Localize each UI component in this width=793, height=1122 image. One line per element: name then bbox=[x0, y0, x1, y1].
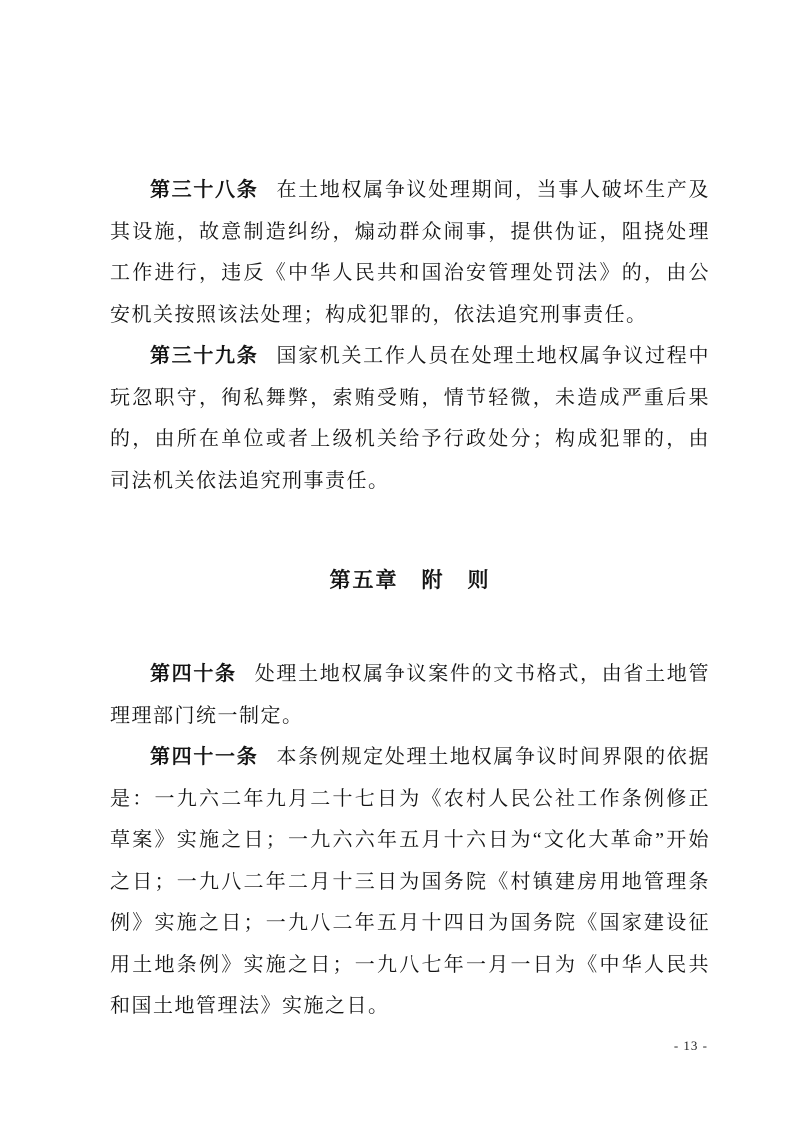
article-number: 第三十九条 bbox=[150, 345, 259, 367]
article-text: 国家机关工作人员在处理土地权属争议过程中玩忽职守，徇私舞弊，索贿受贿，情节轻微，未造成严重后果的，由所在单位或者上级机关给予行政处分；构成犯罪的，由司法机关依法追究刑事责任。 bbox=[110, 345, 710, 492]
page-number: - 13 - bbox=[673, 1038, 708, 1053]
article-paragraph bbox=[110, 336, 710, 502]
article-text: 处理土地权属争议案件的文书格式，由省土地管理理部门统一制定。 bbox=[110, 663, 710, 727]
article-number: 第四十条 bbox=[150, 663, 237, 685]
article-paragraph bbox=[110, 170, 710, 336]
article-number: 第四十一条 bbox=[150, 746, 259, 768]
article-paragraph bbox=[110, 654, 710, 737]
article-text: 本条例规定处理土地权属争议时间界限的依据是：一九六二年九月二十七日为《农村人民公社工作条例修正草案》实施之日；一九六六年五月十六日为“文化大革命”开始之日；一九八二年二月十三日为国务院《村镇建房用地管理条例》实施之日；一九八二年五月十四日为国务院《国家建设征用土地条例》实施之日；一九八七年一月一日为《中华人民共和国土地管理法》实施之日。 bbox=[110, 746, 710, 1017]
article-paragraph bbox=[110, 737, 710, 1028]
page-content bbox=[110, 170, 710, 1028]
chapter-heading: 第五章 附 则 bbox=[329, 568, 491, 592]
article-text: 在土地权属争议处理期间，当事人破坏生产及其设施，故意制造纠纷，煽动群众闹事，提供伪证，阻挠处理工作进行，违反《中华人民共和国治安管理处罚法》的，由公安机关按照该法处理；构成犯罪的，依法追究刑事责任。 bbox=[110, 179, 710, 326]
article-number: 第三十八条 bbox=[150, 179, 259, 201]
